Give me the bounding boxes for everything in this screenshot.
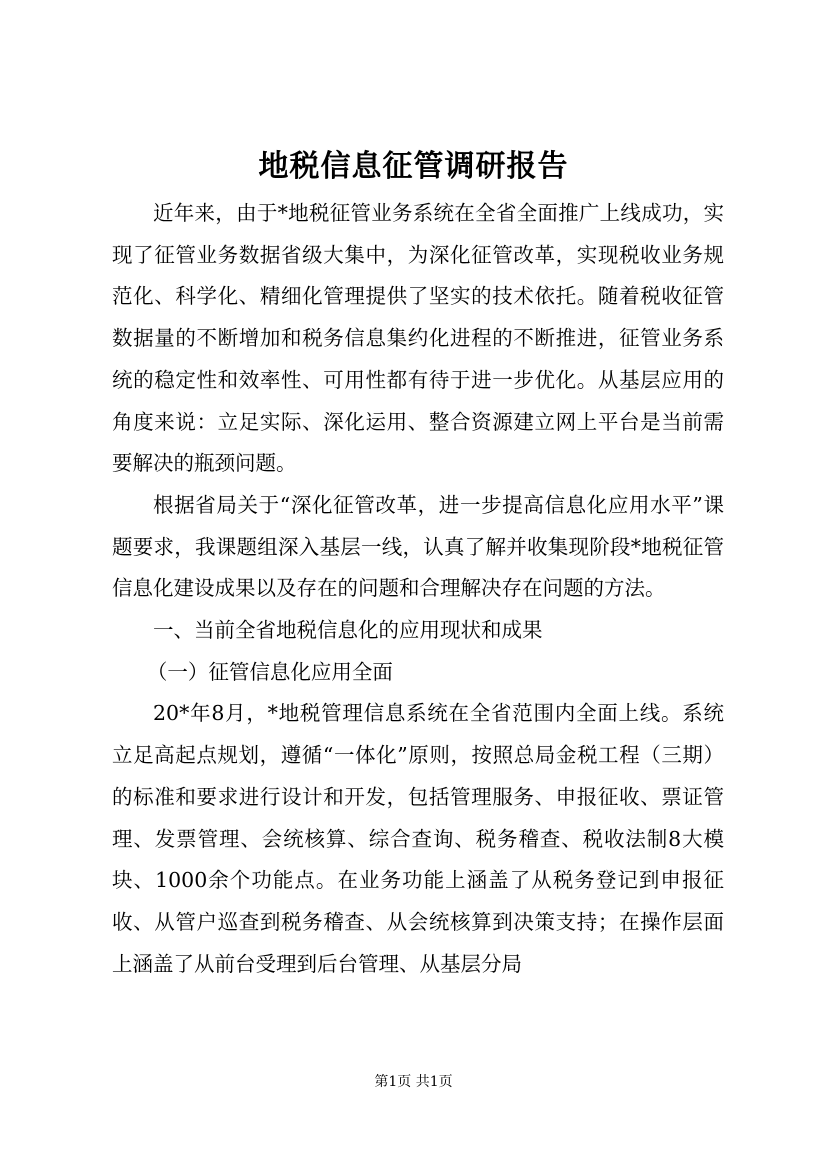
document-title: 地税信息征管调研报告 — [258, 149, 569, 184]
paragraph-research-scope: 根据省局关于“深化征管改革，进一步提高信息化应用水平”课题要求，我课题组深入基层一线，认真了解并收集现阶段*地税征管信息化建设成果以及存在的问题和合理解决存在问题的方法。 — [112, 492, 724, 601]
document-body — [112, 193, 724, 985]
page-number: 第1页 共1页 — [374, 1074, 453, 1090]
section-heading-1: 一、当前全省地税信息化的应用现状和成果 — [153, 618, 543, 643]
paragraph-system-overview: 20*年8月，*地税管理信息系统在全省范围内全面上线。系统立足高起点规划，遵循“一体化”原则，按照总局金税工程（三期）的标准和要求进行设计和开发，包括管理服务、申报征收、票证管理、发票管理、会统核算、综合查询、税务稽查、税收法制8大模块、1000余个功能点。在业务功能上涵盖了从税务登记到申报征收、从管户巡查到税务稽查、从会统核算到决策支持；在操作层面上涵盖了从前台受理到后台管理、从基层分局 — [112, 701, 724, 976]
paragraph-intro: 近年来，由于*地税征管业务系统在全省全面推广上线成功，实现了征管业务数据省级大集中，为深化征管改革，实现税收业务规范化、科学化、精细化管理提供了坚实的技术依托。随着税收征管数据量的不断增加和税务信息集约化进程的不断推进，征管业务系统的稳定性和效率性、可用性都有待于进一步优化。从基层应用的角度来说：立足实际、深化运用、整合资源建立网上平台是当前需要解决的瓶颈问题。 — [112, 201, 724, 476]
page-footer — [0, 1072, 827, 1092]
subsection-heading-1: （一）征管信息化应用全面 — [146, 659, 393, 684]
